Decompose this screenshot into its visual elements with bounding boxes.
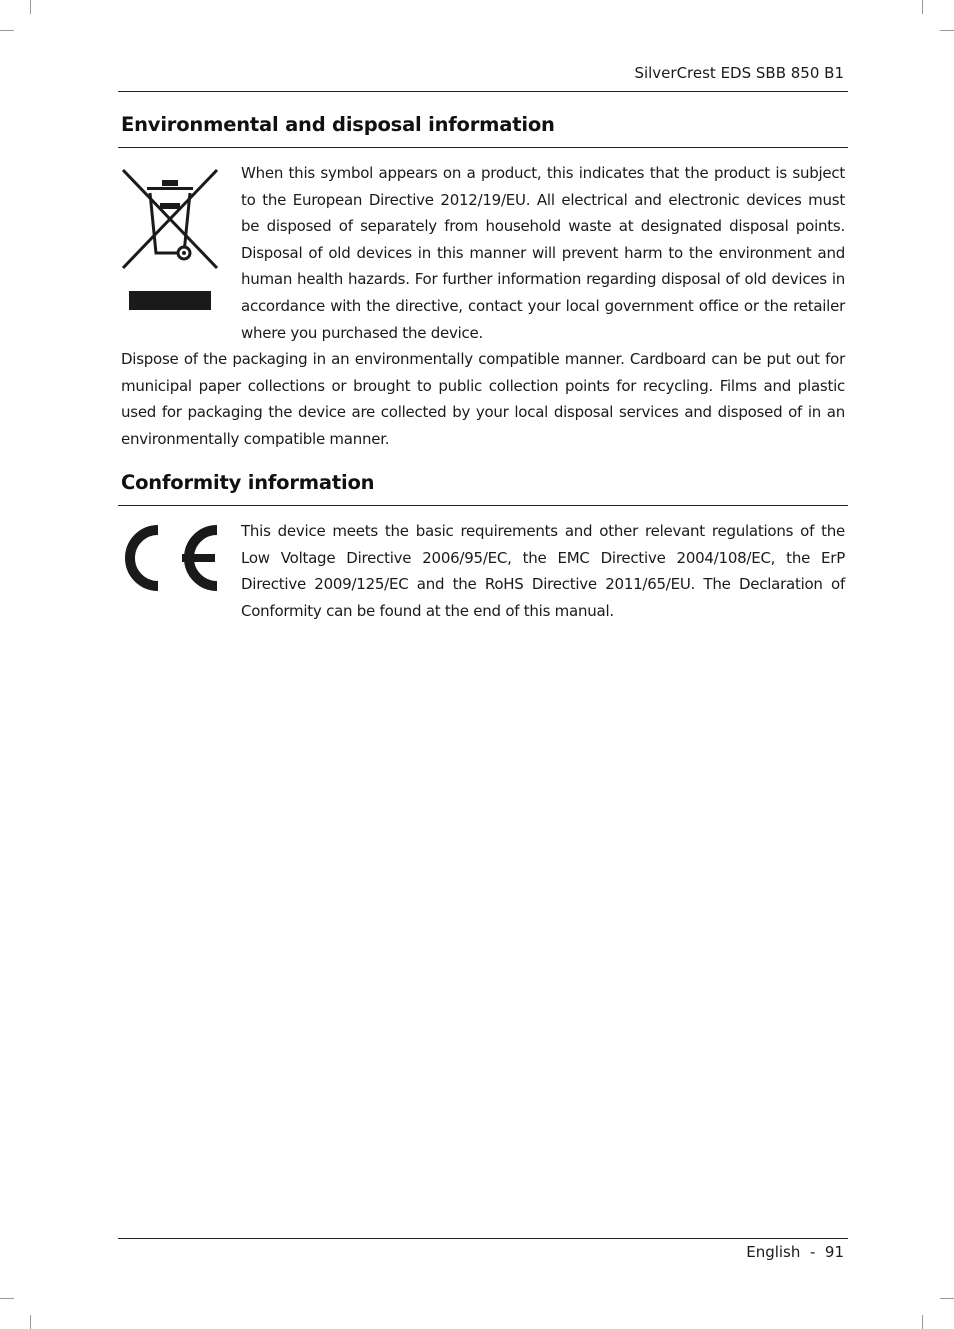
weee-crossed-bin-icon (120, 167, 220, 313)
section-heading-conformity: Conformity information (121, 471, 375, 494)
conformity-description: This device meets the basic requirements and other relevant regulations of the Low Voltage Directive 2006/95/EC, the EMC Directive 2004/108/EC, the ErP Directive 2009/125/EC and the RoHS Directive 2011/65/EU. The Declaration of Conformity can be found at the end of this manual. (241, 522, 845, 620)
crop-mark-bottom-left (30, 1315, 31, 1329)
packaging-disposal-text: Dispose of the packaging in an environmentally compatible manner. Cardboard can be put out for municipal paper collections or brought to public collection points for recycling. Films and plastic used for packaging the device are collected by your local disposal services and disposed of in an environmentally compatible manner. (121, 350, 845, 448)
footer-rule (118, 1238, 848, 1239)
footer-separator: - (809, 1243, 816, 1261)
section-rule-environmental (118, 147, 848, 148)
crop-mark-bottom-left-h (0, 1298, 14, 1299)
footer-page-number: 91 (824, 1243, 844, 1261)
crop-mark-top-left (30, 0, 31, 14)
crop-mark-bottom-right-h (940, 1298, 954, 1299)
section-rule-conformity (118, 505, 848, 506)
crop-mark-bottom-right (922, 1315, 923, 1329)
crop-mark-top-left-h (0, 30, 14, 31)
ce-mark-icon (120, 521, 220, 595)
weee-description: When this symbol appears on a product, this indicates that the product is subject to the European Directive 2012/19/EU. All electrical and electronic devices must be disposed of separately from household waste at designated disposal points. Disposal of old devices in this manner will prevent harm to the environment and human health hazards. For further information regarding disposal of old devices in accordance with the directive, contact your local government office or the retailer where you purchased the device. (241, 164, 845, 342)
header-product-name: SilverCrest EDS SBB 850 B1 (634, 64, 844, 82)
header-rule (118, 91, 848, 92)
crop-mark-top-right-h (940, 30, 954, 31)
crop-mark-top-right (922, 0, 923, 14)
footer-page-label (746, 1243, 844, 1261)
footer-language: English (746, 1243, 801, 1261)
section-heading-environmental: Environmental and disposal information (121, 113, 555, 136)
